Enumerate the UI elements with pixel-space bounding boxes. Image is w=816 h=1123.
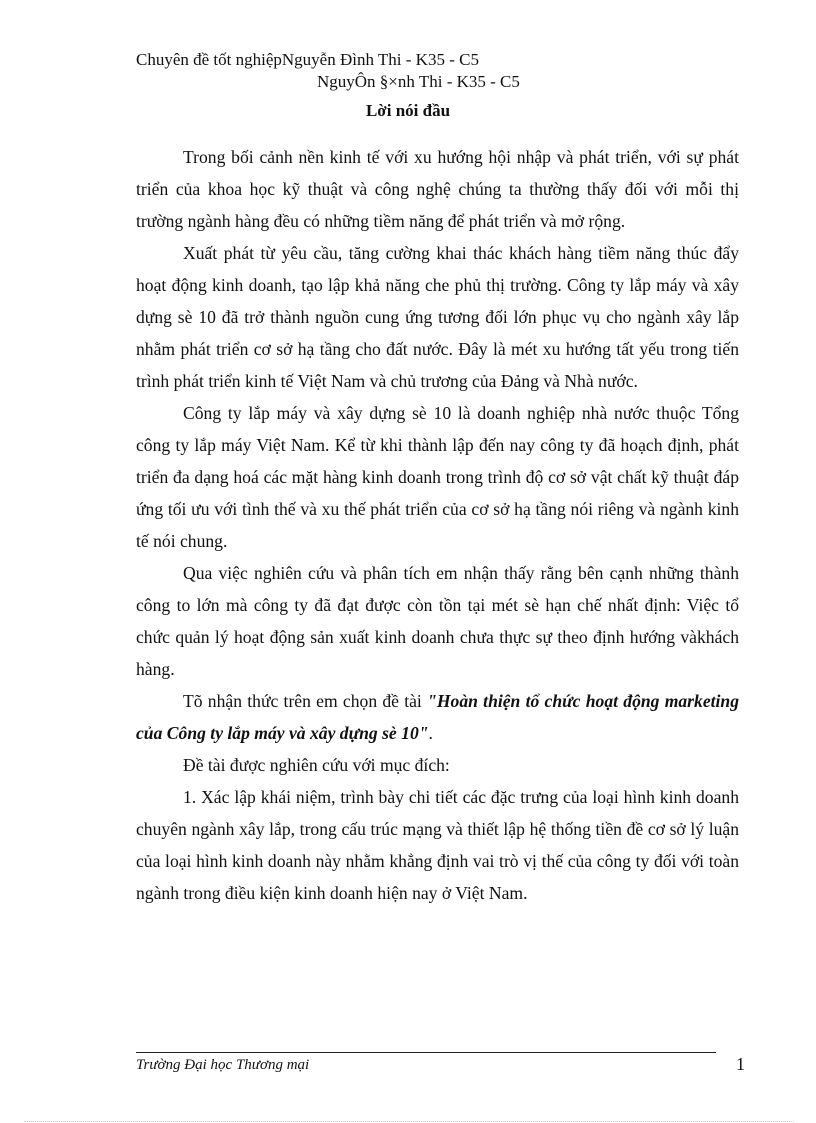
- paragraph: Qua việc nghiên cứu và phân tích em nhận thấy rằng bên cạnh những thành công to lớn mà công ty đã đạt được còn tồn tại mét sè hạn chế nhất định: Việc tổ chức quản lý hoạt động sản xuất kinh doanh chưa thực sự theo định hướng vàkhách hàng.: [136, 563, 739, 679]
- paragraph: Đề tài được nghiên cứu với mục đích:: [183, 755, 450, 775]
- paragraph: Công ty lắp máy và xây dựng sè 10 là doanh nghiệp nhà nước thuộc Tổng công ty lắp máy Việt Nam. Kể từ khi thành lập đến nay công ty đã hoạch định, phát triển đa dạng hoá các mặt hàng kinh doanh trong trình độ cơ sở vật chất kỹ thuật đáp ứng tối ưu với tình thế và xu thế phát triển của cơ sở hạ tầng nói riêng và ngành kinh tế nói chung.: [136, 403, 739, 551]
- paragraph: 1. Xác lập khái niệm, trình bày chi tiết các đặc trưng của loại hình kinh doanh chuyên ngành xây lắp, trong cấu trúc mạng và thiết lập hệ thống tiền đề cơ sở lý luận của loại hình kinh doanh này nhằm khẳng định vai trò vị thế của công ty đối với toàn ngành trong điều kiện kinh doanh hiện nay ở Việt Nam.: [136, 787, 739, 903]
- paragraph-topic: [136, 685, 739, 749]
- running-header: Chuyên đề tốt nghiệpNguyễn Đình Thi - K35 - C5: [136, 50, 479, 69]
- footer-school: Trường Đại học Thương mại: [136, 1057, 310, 1073]
- paragraph: Xuất phát từ yêu cầu, tăng cường khai thác khách hàng tiềm năng thúc đẩy hoạt động kinh doanh, tạo lập khả năng che phủ thị trường. Công ty lắp máy và xây dựng sè 10 đã trở thành nguồn cung ứng tương đối lớn phục vụ cho ngành xây lắp nhằm phát triển cơ sở hạ tầng cho đất nước. Đây là mét xu hướng tất yếu trong tiến trình phát triển kinh tế Việt Nam và chủ trương của Đảng và Nhà nước.: [136, 243, 739, 391]
- topic-title: "Hoàn thiện tổ chức hoạt động marketing của Công ty lắp máy và xây dựng sè 10": [136, 691, 739, 743]
- page-number: 1: [736, 1054, 745, 1074]
- running-header-garbled: NguyÔn §×nh Thi - K35 - C5: [317, 72, 520, 91]
- topic-end: .: [428, 723, 433, 743]
- page-title: Lời nói đầu: [365, 101, 451, 120]
- topic-lead: Tõ nhận thức trên em chọn đề tài: [183, 691, 428, 711]
- footer-divider: [136, 1052, 716, 1053]
- paragraph: Trong bối cảnh nền kinh tế với xu hướng hội nhập và phát triển, với sự phát triển của khoa học kỹ thuật và công nghệ chúng ta thường thấy đối với mỗi thị trường ngành hàng đều có những tiềm năng để phát triển và mở rộng.: [136, 147, 739, 231]
- document-body: [136, 141, 739, 909]
- page-edge: [24, 1121, 794, 1122]
